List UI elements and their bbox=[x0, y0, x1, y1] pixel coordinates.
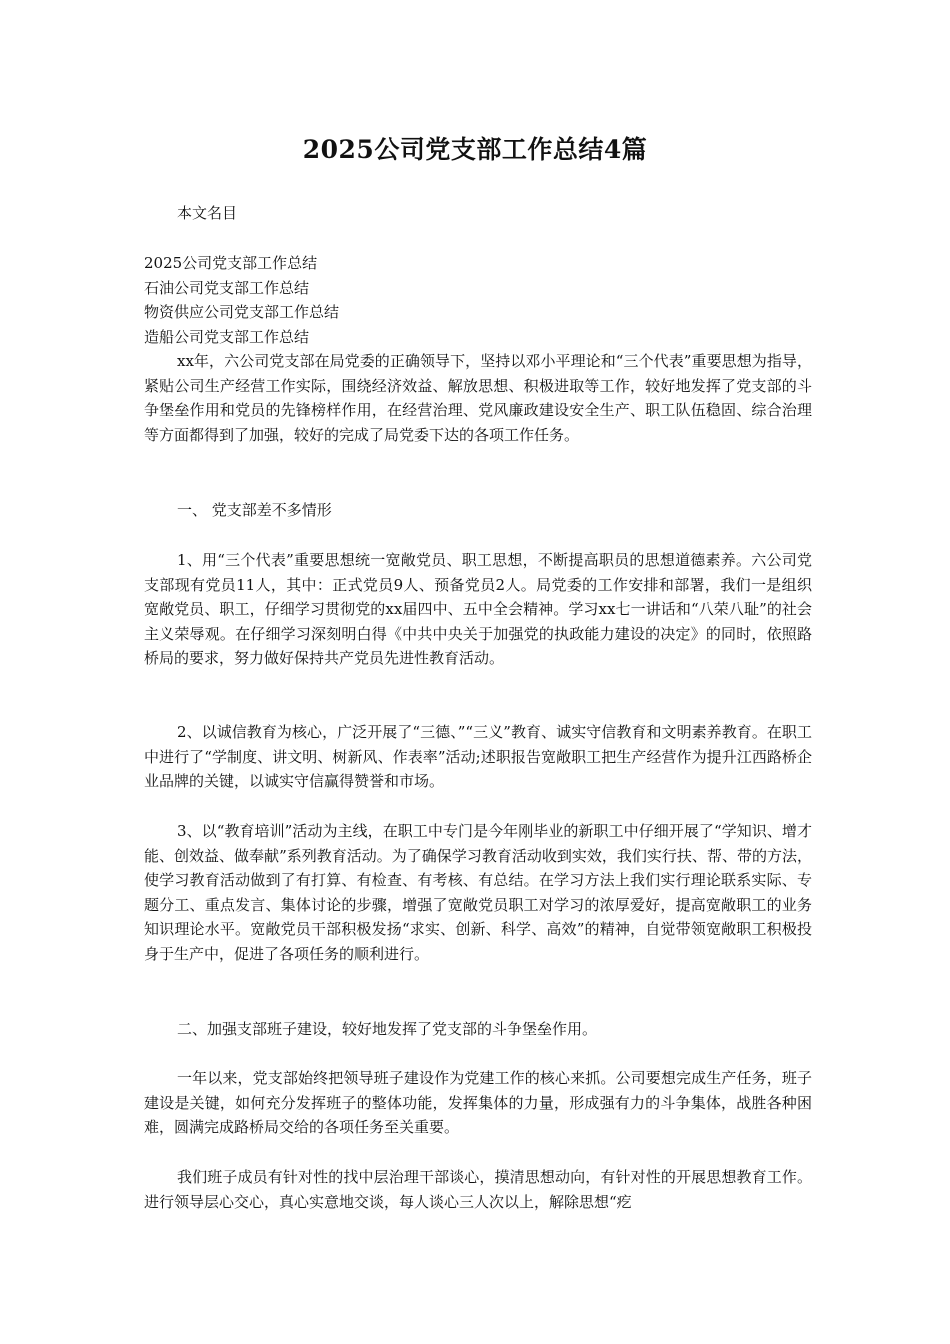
toc-item: 石油公司党支部工作总结 bbox=[144, 278, 310, 297]
section-heading-1: 一、 党支部差不多情形 bbox=[177, 501, 332, 519]
paragraph-4: 一年以来，党支部始终把领导班子建设作为党建工作的核心来抓。公司要想完成生产任务，班子建设是关键，如何充分发挥班子的整体功能，发挥集体的力量，形成强有力的斗争集体，战胜各种困难，圆满完成路桥局交给的各项任务至关重要。 bbox=[144, 1069, 812, 1136]
paragraph-1: 1、用“三个代表”重要思想统一宽敞党员、职工思想，不断提高职员的思想道德素养。六公司党支部现有党员11人，其中：正式党员9人、预备党员2人。局党委的工作安排和部署，我们一是组织宽敞党员、职工，仔细学习贯彻党的xx届四中、五中全会精神。学习xx七一讲话和“八荣八耻”的社会主义荣辱观。在仔细学习深刻明白得《中共中央关于加强党的执政能力建设的决定》的同时，依照路桥局的要求，努力做好保持共产党员先进性教育活动。 bbox=[144, 551, 812, 667]
section-heading-2: 二、加强支部班子建设，较好地发挥了党支部的斗争堡垒作用。 bbox=[177, 1020, 598, 1038]
toc-item: 2025公司党支部工作总结 bbox=[144, 254, 318, 272]
toc-item: 造船公司党支部工作总结 bbox=[144, 327, 310, 346]
paragraph-5: 我们班子成员有针对性的找中层治理干部谈心，摸清思想动向，有针对性的开展思想教育工作。进行领导层心交心，真心实意地交谈，每人谈心三人次以上，解除思想“疙 bbox=[144, 1168, 812, 1211]
document-title: 2025公司党支部工作总结4篇 bbox=[302, 135, 648, 164]
toc-label: 本文名目 bbox=[177, 204, 238, 222]
paragraph-2: 2、以诚信教育为核心，广泛开展了“三德、”“三义”教育、诚实守信教育和文明素养教育。在职工中进行了“学制度、讲文明、树新风、作表率”活动;述职报告宽敞职工把生产经营作为提升江西路桥企业品牌的关键，以诚实守信赢得赞誉和市场。 bbox=[144, 723, 812, 790]
table-of-contents bbox=[144, 251, 812, 349]
toc-item: 物资供应公司党支部工作总结 bbox=[144, 303, 340, 321]
paragraph-3: 3、以“教育培训”活动为主线，在职工中专门是今年刚毕业的新职工中仔细开展了“学知识、增才能、创效益、做奉献”系列教育活动。为了确保学习教育活动收到实效，我们实行扶、帮、带的方法，使学习教育活动做到了有打算、有检查、有考核、有总结。在学习方法上我们实行理论联系实际、专题分工、重点发言、集体讨论的步骤，增强了宽敞党员职工对学习的浓厚爱好，提高宽敞职工的业务知识理论水平。宽敞党员干部积极发扬“求实、创新、科学、高效”的精神，自觉带领宽敞职工积极投身于生产中，促进了各项任务的顺利进行。 bbox=[144, 822, 812, 963]
intro-paragraph: xx年，六公司党支部在局党委的正确领导下，坚持以邓小平理论和“三个代表”重要思想为指导，紧贴公司生产经营工作实际，围绕经济效益、解放思想、积极进取等工作，较好地发挥了党支部的斗争堡垒作用和党员的先锋榜样作用，在经营治理、党风廉政建设安全生产、职工队伍稳固、综合治理等方面都得到了加强，较好的完成了局党委下达的各项工作任务。 bbox=[144, 352, 812, 444]
